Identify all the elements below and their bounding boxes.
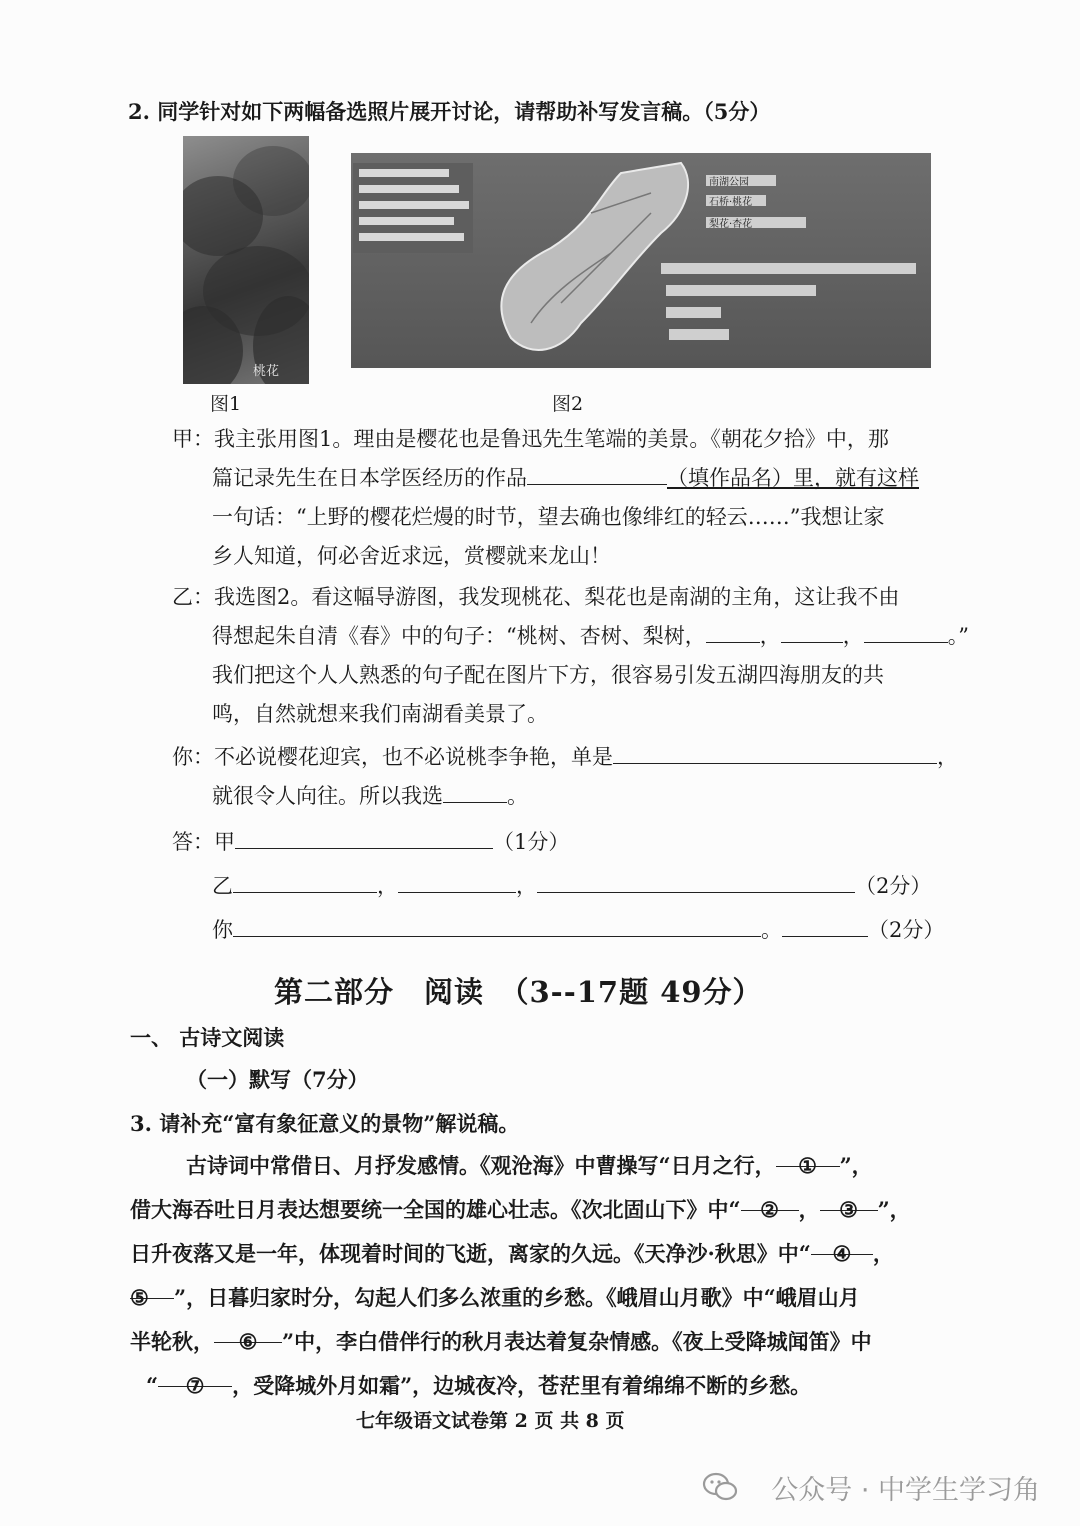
blank-1: ①: [776, 1144, 840, 1167]
ni-line-2-text: 就很令人向往。所以我选: [212, 784, 443, 808]
jia-line-2-text: 篇记录先生在日本学医经历的作品: [212, 466, 527, 490]
q3-text: ，: [798, 1197, 820, 1222]
blank-6: ⑥: [214, 1320, 282, 1343]
ni-blank-2: [443, 780, 507, 803]
yi-line-3: 我们把这个人人熟悉的句子配在图片下方，很容易引发五湖四海朋友的共: [212, 663, 884, 687]
q3-text: 借大海吞吐日月表达想要统一全国的雄心壮志。《次北固山下》中“: [130, 1197, 741, 1222]
q3-text: ”中，李白借伴行的秋月表达着复杂情感。《夜上受降城闻笛》中: [282, 1329, 872, 1354]
answer-jia-score: （1分）: [493, 830, 570, 854]
comma: ，: [842, 624, 864, 648]
q3-text: ，受降城外月如霜”，边城夜冷，苍茫里有着绵绵不断的乡愁。: [232, 1373, 812, 1398]
work-title-blank: [527, 462, 667, 485]
map-label-3: 梨花·杏花: [709, 219, 753, 230]
comma: ，: [377, 874, 398, 898]
jia-line-2-hint: （填作品名）里，就有这样: [667, 466, 919, 490]
watermark: 公众号 · 中学生学习角: [771, 1475, 1040, 1506]
ni-blank-1: [613, 741, 937, 764]
q3-text: ，: [872, 1241, 894, 1266]
figure-1-caption: 图1: [210, 393, 242, 415]
q3-text: ”，: [877, 1197, 911, 1222]
blank-3: ③: [820, 1188, 878, 1211]
blank-2: ②: [741, 1188, 799, 1211]
comma: ，: [937, 745, 958, 769]
yi-line-2-text: 得想起朱自清《春》中的句子：“桃树、杏树、梨树，: [212, 624, 706, 648]
q3-text: “: [146, 1373, 159, 1398]
answer-ni-blank-1: [233, 914, 761, 937]
q3-line-1: [186, 1144, 873, 1188]
figure-1-text: 桃花: [253, 364, 280, 379]
part-2-title: 第二部分 阅读 （3--17题 49分）: [274, 975, 763, 1009]
figure-2-caption: 图2: [552, 393, 584, 415]
answer-yi: [212, 870, 931, 900]
jia-line-2: [212, 459, 919, 498]
q3-line-5: [130, 1320, 872, 1364]
question-2-title: 2. 同学针对如下两幅备选照片展开讨论，请帮助补写发言稿。（5分）: [128, 99, 771, 124]
answer-yi-score: （2分）: [855, 874, 932, 898]
subsection-heading: （一）默写（7分）: [186, 1067, 369, 1092]
jia-line-3: 一句话：“上野的樱花烂熳的时节，望去确也像绯红的轻云……”我想让家: [212, 505, 885, 529]
ni-line-2-end: 。: [507, 784, 528, 808]
answer-yi-blank-1: [233, 870, 377, 893]
yi-blank-3: [864, 620, 948, 643]
question-3-title: 3. 请补充“富有象征意义的景物”解说稿。: [130, 1111, 520, 1136]
q3-text: 半轮秋，: [130, 1329, 214, 1354]
comma: ，: [759, 624, 781, 648]
q3-text: ”，日暮归家时分，勾起人们多么浓重的乡愁。《峨眉山月歌》中“峨眉山月: [174, 1285, 860, 1310]
ni-line-1-text: 你：不必说樱花迎宾，也不必说桃李争艳，单是: [172, 745, 613, 769]
yi-blank-2: [781, 620, 843, 643]
answer-label: 答：甲: [172, 830, 235, 854]
jia-line-1: 甲：我主张用图1。理由是樱花也是鲁迅先生笔端的美景。《朝花夕拾》中，那: [172, 427, 889, 451]
answer-yi-blank-3: [537, 870, 855, 893]
q3-line-3: [130, 1232, 894, 1276]
blank-5: ⑤: [130, 1276, 174, 1299]
jia-line-4: 乡人知道，何必舍近求远，赏樱就来龙山！: [212, 544, 611, 568]
blank-4: ④: [811, 1232, 873, 1255]
answer-yi-label: 乙: [212, 874, 233, 898]
ni-line-1: [172, 738, 958, 777]
yi-line-1: 乙：我选图2。看这幅导游图，我发现桃花、梨花也是南湖的主角，这让我不由: [172, 585, 900, 609]
yi-line-4: 鸣，自然就想来我们南湖看美景了。: [212, 702, 548, 726]
q3-text: 古诗词中常借日、月抒发感情。《观沧海》中曹操写“日月之行，: [186, 1153, 776, 1178]
section-heading: 一、 古诗文阅读: [130, 1025, 285, 1050]
figure-1-photo: [183, 136, 309, 384]
blank-7: ⑦: [158, 1364, 232, 1387]
yi-blank-1: [706, 620, 760, 643]
answer-ni-label: 你: [212, 918, 233, 942]
q3-line-4: [130, 1276, 860, 1320]
figure-2-map: [351, 153, 931, 368]
comma: ，: [516, 874, 537, 898]
map-label-1: 南湖公园: [709, 177, 749, 188]
ni-line-2: [212, 777, 528, 816]
yi-line-2: [212, 617, 969, 656]
answer-ni: [212, 914, 944, 944]
wechat-icon: [702, 1472, 738, 1502]
q3-line-6: [146, 1364, 811, 1408]
q3-line-2: [130, 1188, 911, 1232]
answer-yi-blank-2: [398, 870, 516, 893]
answer-ni-score: （2分）: [868, 918, 945, 942]
page-footer: 七年级语文试卷第 2 页 共 8 页: [356, 1410, 625, 1432]
map-label-2: 石桥·桃花: [709, 197, 753, 208]
answer-jia-blank: [235, 826, 493, 849]
q3-text: ”，: [839, 1153, 873, 1178]
q3-text: 日升夜落又是一年，体现着时间的飞逝，离家的久远。《天净沙·秋思》中“: [130, 1241, 811, 1266]
period: 。: [761, 918, 782, 942]
yi-line-2-end: 。”: [947, 624, 969, 648]
answer-ni-blank-2: [782, 914, 868, 937]
map-graphic: [351, 153, 931, 368]
answer-jia: [172, 826, 569, 856]
